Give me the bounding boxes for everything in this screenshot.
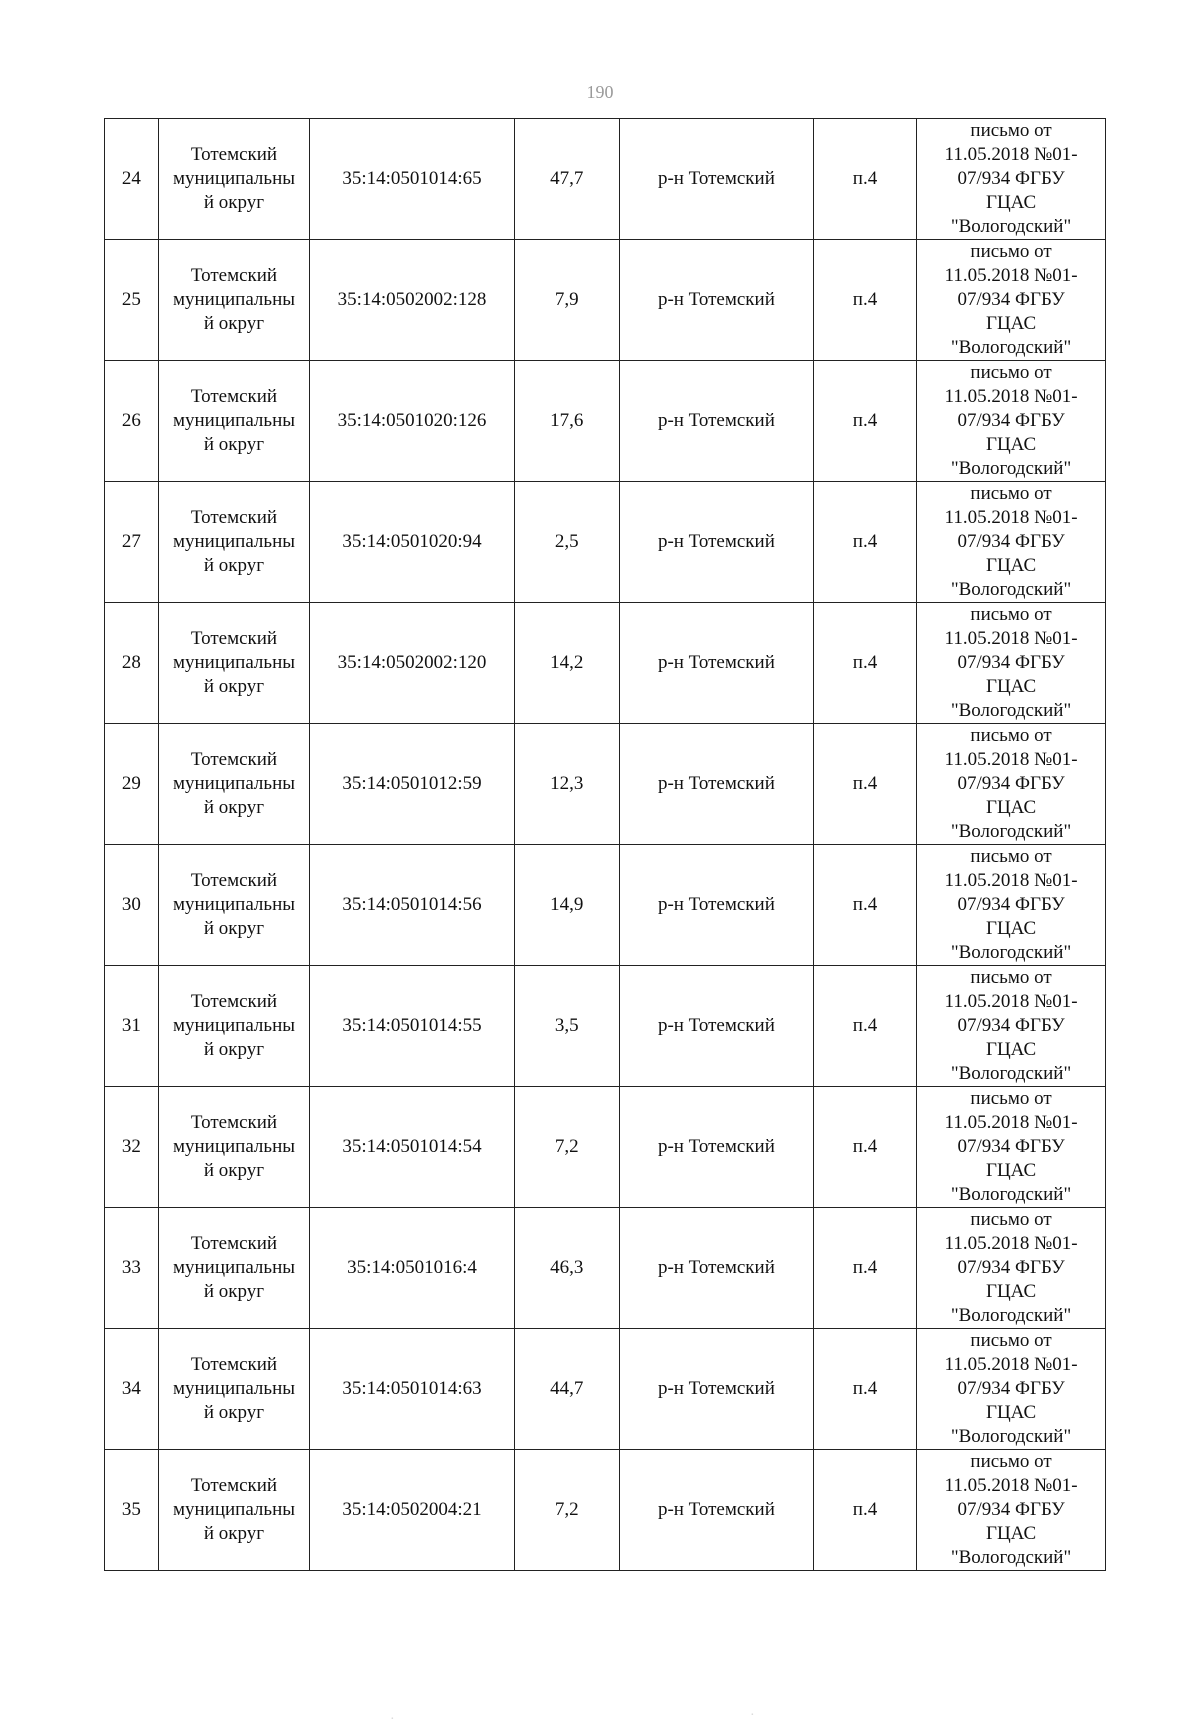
cadastral-number-cell: 35:14:0501014:63 xyxy=(310,1329,514,1450)
district-cell: Тотемский муниципальны й округ xyxy=(158,724,310,845)
district-cell: Тотемский муниципальны й округ xyxy=(158,1450,310,1571)
cadastral-number-cell: 35:14:0501014:56 xyxy=(310,845,514,966)
document-cell: письмо от 11.05.2018 №01- 07/934 ФГБУ ГЦАС "Вологодский" xyxy=(917,724,1106,845)
row-number: 29 xyxy=(105,724,159,845)
clause-cell: п.4 xyxy=(813,1329,916,1450)
region-cell: р-н Тотемский xyxy=(619,603,813,724)
document-cell: письмо от 11.05.2018 №01- 07/934 ФГБУ ГЦАС "Вологодский" xyxy=(917,1450,1106,1571)
document-cell: письмо от 11.05.2018 №01- 07/934 ФГБУ ГЦАС "Вологодский" xyxy=(917,361,1106,482)
document-cell: письмо от 11.05.2018 №01- 07/934 ФГБУ ГЦАС "Вологодский" xyxy=(917,603,1106,724)
document-cell: письмо от 11.05.2018 №01- 07/934 ФГБУ ГЦАС "Вологодский" xyxy=(917,1329,1106,1450)
area-cell: 7,2 xyxy=(514,1087,619,1208)
district-cell: Тотемский муниципальны й округ xyxy=(158,361,310,482)
area-cell: 7,2 xyxy=(514,1450,619,1571)
table-row xyxy=(105,603,1106,724)
area-cell: 14,9 xyxy=(514,845,619,966)
document-cell: письмо от 11.05.2018 №01- 07/934 ФГБУ ГЦАС "Вологодский" xyxy=(917,1208,1106,1329)
document-cell: письмо от 11.05.2018 №01- 07/934 ФГБУ ГЦАС "Вологодский" xyxy=(917,966,1106,1087)
area-cell: 2,5 xyxy=(514,482,619,603)
clause-cell: п.4 xyxy=(813,482,916,603)
district-cell: Тотемский муниципальны й округ xyxy=(158,1087,310,1208)
cadastral-number-cell: 35:14:0502004:21 xyxy=(310,1450,514,1571)
area-cell: 7,9 xyxy=(514,240,619,361)
district-cell: Тотемский муниципальны й округ xyxy=(158,240,310,361)
table-row xyxy=(105,1208,1106,1329)
area-cell: 46,3 xyxy=(514,1208,619,1329)
table-row xyxy=(105,119,1106,240)
region-cell: р-н Тотемский xyxy=(619,724,813,845)
clause-cell: п.4 xyxy=(813,119,916,240)
clause-cell: п.4 xyxy=(813,603,916,724)
row-number: 26 xyxy=(105,361,159,482)
district-cell: Тотемский муниципальны й округ xyxy=(158,482,310,603)
district-cell: Тотемский муниципальны й округ xyxy=(158,1208,310,1329)
row-number: 30 xyxy=(105,845,159,966)
district-cell: Тотемский муниципальны й округ xyxy=(158,119,310,240)
table-row xyxy=(105,724,1106,845)
document-cell: письмо от 11.05.2018 №01- 07/934 ФГБУ ГЦАС "Вологодский" xyxy=(917,119,1106,240)
region-cell: р-н Тотемский xyxy=(619,361,813,482)
clause-cell: п.4 xyxy=(813,240,916,361)
table-row xyxy=(105,1450,1106,1571)
page-number: 190 xyxy=(586,82,614,102)
cadastral-number-cell: 35:14:0501012:59 xyxy=(310,724,514,845)
row-number: 28 xyxy=(105,603,159,724)
clause-cell: п.4 xyxy=(813,1450,916,1571)
table-body xyxy=(105,119,1106,1571)
cadastral-number-cell: 35:14:0501014:54 xyxy=(310,1087,514,1208)
area-cell: 17,6 xyxy=(514,361,619,482)
district-cell: Тотемский муниципальны й округ xyxy=(158,1329,310,1450)
region-cell: р-н Тотемский xyxy=(619,482,813,603)
cadastral-number-cell: 35:14:0502002:120 xyxy=(310,603,514,724)
table-row xyxy=(105,361,1106,482)
clause-cell: п.4 xyxy=(813,724,916,845)
cadastral-number-cell: 35:14:0501020:126 xyxy=(310,361,514,482)
cadastral-number-cell: 35:14:0501014:65 xyxy=(310,119,514,240)
table-row xyxy=(105,240,1106,361)
row-number: 34 xyxy=(105,1329,159,1450)
region-cell: р-н Тотемский xyxy=(619,1329,813,1450)
land-plots-table xyxy=(104,118,1106,1571)
district-cell: Тотемский муниципальны й округ xyxy=(158,845,310,966)
area-cell: 3,5 xyxy=(514,966,619,1087)
row-number: 33 xyxy=(105,1208,159,1329)
region-cell: р-н Тотемский xyxy=(619,119,813,240)
table-row xyxy=(105,1329,1106,1450)
table-row xyxy=(105,482,1106,603)
area-cell: 12,3 xyxy=(514,724,619,845)
cadastral-number-cell: 35:14:0501014:55 xyxy=(310,966,514,1087)
table-row xyxy=(105,1087,1106,1208)
region-cell: р-н Тотемский xyxy=(619,1450,813,1571)
row-number: 27 xyxy=(105,482,159,603)
area-cell: 44,7 xyxy=(514,1329,619,1450)
table-row xyxy=(105,845,1106,966)
row-number: 35 xyxy=(105,1450,159,1571)
region-cell: р-н Тотемский xyxy=(619,845,813,966)
clause-cell: п.4 xyxy=(813,1087,916,1208)
clause-cell: п.4 xyxy=(813,845,916,966)
region-cell: р-н Тотемский xyxy=(619,240,813,361)
row-number: 31 xyxy=(105,966,159,1087)
table-row xyxy=(105,966,1106,1087)
clause-cell: п.4 xyxy=(813,966,916,1087)
clause-cell: п.4 xyxy=(813,1208,916,1329)
row-number: 24 xyxy=(105,119,159,240)
region-cell: р-н Тотемский xyxy=(619,966,813,1087)
document-cell: письмо от 11.05.2018 №01- 07/934 ФГБУ ГЦАС "Вологодский" xyxy=(917,240,1106,361)
district-cell: Тотемский муниципальны й округ xyxy=(158,966,310,1087)
cadastral-number-cell: 35:14:0502002:128 xyxy=(310,240,514,361)
scan-artifact: · xyxy=(750,1708,755,1723)
document-cell: письмо от 11.05.2018 №01- 07/934 ФГБУ ГЦАС "Вологодский" xyxy=(917,482,1106,603)
area-cell: 14,2 xyxy=(514,603,619,724)
row-number: 25 xyxy=(105,240,159,361)
region-cell: р-н Тотемский xyxy=(619,1208,813,1329)
cadastral-number-cell: 35:14:0501016:4 xyxy=(310,1208,514,1329)
cadastral-number-cell: 35:14:0501020:94 xyxy=(310,482,514,603)
scan-artifact: · xyxy=(390,1712,395,1727)
document-cell: письмо от 11.05.2018 №01- 07/934 ФГБУ ГЦАС "Вологодский" xyxy=(917,845,1106,966)
clause-cell: п.4 xyxy=(813,361,916,482)
area-cell: 47,7 xyxy=(514,119,619,240)
row-number: 32 xyxy=(105,1087,159,1208)
region-cell: р-н Тотемский xyxy=(619,1087,813,1208)
document-cell: письмо от 11.05.2018 №01- 07/934 ФГБУ ГЦАС "Вологодский" xyxy=(917,1087,1106,1208)
district-cell: Тотемский муниципальны й округ xyxy=(158,603,310,724)
